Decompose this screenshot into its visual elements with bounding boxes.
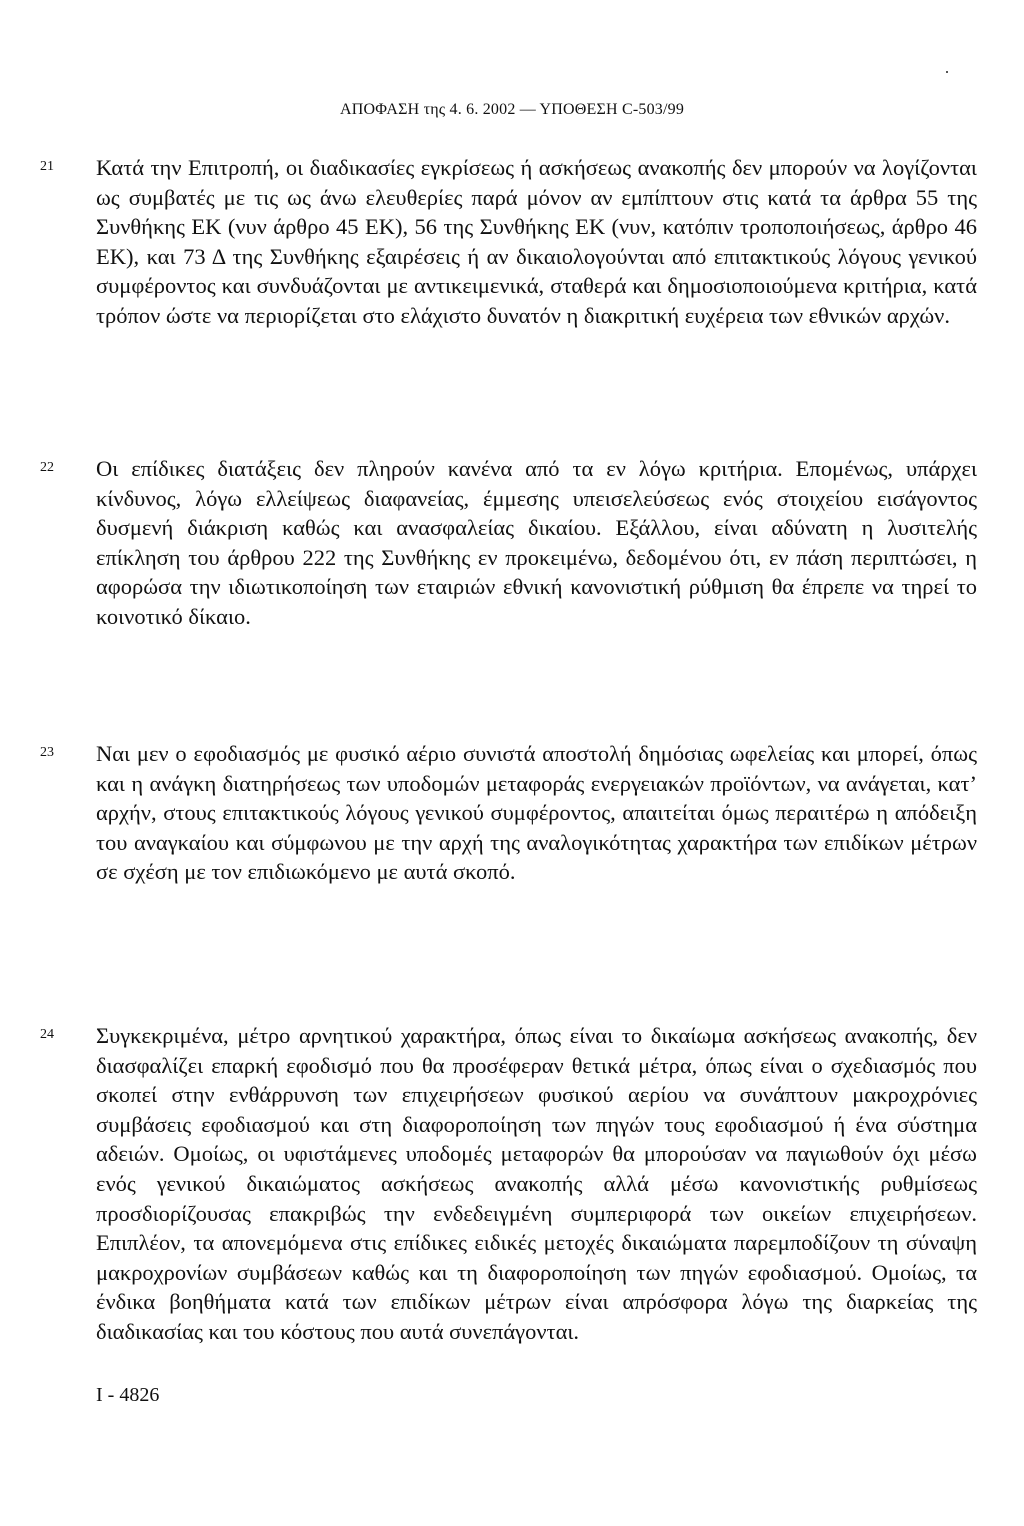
paragraph-text: Ναι μεν ο εφοδιασμός με φυσικό αέριο συνιστά αποστολή δημόσιας ωφελείας και μπορεί, όπως και η ανάγκη διατηρήσεως των υποδομών μεταφοράς ενεργειακών προϊόντων, να ανάγεται, κατ’ αρχήν, στους επιτακτικούς λόγους γενικού συμφέροντος, απαιτείται όμως περαιτέρω η απόδειξη του αναγκαίου και σύμφωνου με την αρχή της αναλογικότητας χαρακτήρα των επιδίκων μέτρων σε σχέση με τον επιδιωκόμενο με αυτά σκοπό. (96, 741, 977, 885)
scan-speck (946, 71, 948, 73)
paragraph-text: Συγκεκριμένα, μέτρο αρνητικού χαρακτήρα, όπως είναι το δικαίωμα ασκήσεως ανακοπής, δεν διασφαλίζει επαρκή εφοδισμό που θα προσέφεραν θετικά μέτρα, όπως είναι ο σχεδιασμός που σκοπεί στην ενθάρρυνση των επιχειρήσεων φυσικού αερίου να συνάπτουν μακροχρόνιες συμβάσεις εφοδιασμού και στη διαφοροποίηση των πηγών τους εφοδιασμού ή ένα σύστημα αδειών. Ομοίως, οι υφιστάμενες υποδομές μεταφορών θα μπορούσαν να παγιωθούν όχι μέσω ενός γενικού δικαιώματος ασκήσεως ανακοπής αλλά μέσω κανονιστικής ρυθμίσεως προσδιορίζουσας επακριβώς την ενδεδειγμένη συμπεριφορά των οικείων επιχειρήσεων. Επιπλέον, τα απονεμόμενα στις επίδικες ειδικές μετοχές δικαιώματα παρεμποδίζουν τη σύναψη μακροχρονίων συμβάσεων καθώς και τη διαφοροποίηση των πηγών εφοδιασμού. Ομοίως, τα ένδικα βοηθήματα κατά των επιδίκων μέτρων είναι απρόσφορα λόγω της διαρκείας της διαδικασίας και του κόστους που αυτά συνεπάγονται. (96, 1023, 977, 1344)
paragraph-number: 24 (40, 1027, 54, 1042)
running-header: ΑΠΟΦΑΣΗ της 4. 6. 2002 — ΥΠΟΘΕΣΗ C-503/99 (339, 101, 685, 118)
paragraph-number: 21 (40, 159, 54, 174)
paragraph-text: Οι επίδικες διατάξεις δεν πληρούν κανένα από τα εν λόγω κριτήρια. Επομένως, υπάρχει κίνδυνος, λόγω ελλείψεως διαφανείας, έμμεσης υπεισελεύσεως ενός στοιχείου εισάγοντος δυσμενή διάκριση καθώς και ανασφαλείας δικαίου. Εξάλλου, είναι αδύνατη η λυσιτελής επίκληση του άρθρου 222 της Συνθήκης εν προκειμένω, δεδομένου ότι, εν πάση περιπτώσει, η αφορώσα την ιδιωτικοποίηση των εταιριών εθνική κανονιστική ρύθμιση θα έπρεπε να τηρεί το κοινοτικό δίκαιο. (96, 456, 977, 629)
paragraph-number: 23 (40, 745, 54, 760)
paragraph-text: Κατά την Επιτροπή, οι διαδικασίες εγκρίσεως ή ασκήσεως ανακοπής δεν μπορούν να λογίζονται ως συμβατές με τις ως άνω ελευθερίες παρά μόνον αν εμπίπτουν στις κατά τα άρθρα 55 της Συνθήκης ΕΚ (νυν άρθρο 45 ΕΚ), 56 της Συνθήκης ΕΚ (νυν, κατόπιν τροποποιήσεως, άρθρο 46 ΕΚ), και 73 Δ της Συνθήκης εξαιρέσεις ή αν δικαιολογούνται από επιτακτικούς λόγους γενικού συμφέροντος και συνδυάζονται με αντικειμενικά, σταθερά και δημοσιοποιούμενα κριτήρια, κατά τρόπον ώστε να περιορίζεται στο ελάχιστο δυνατόν η διακριτική ευχέρεια των εθνικών αρχών. (96, 155, 977, 328)
page-number: I - 4826 (96, 1384, 160, 1406)
paragraph-number: 22 (40, 460, 54, 475)
